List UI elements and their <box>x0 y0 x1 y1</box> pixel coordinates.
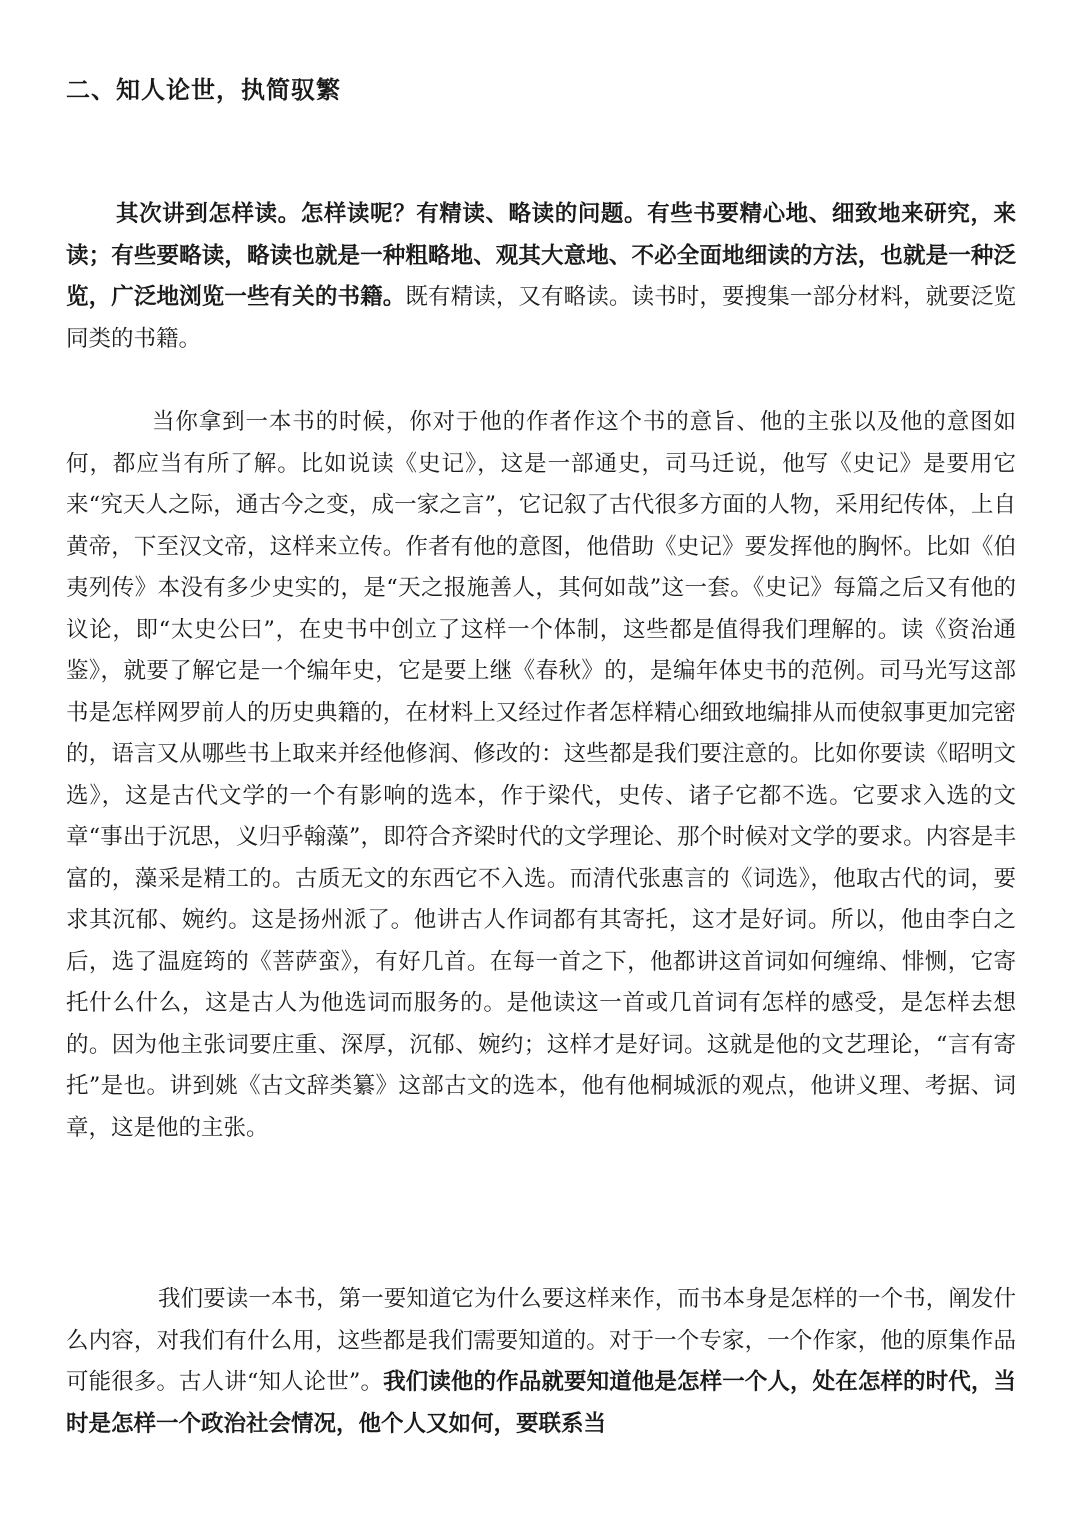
paragraph-reading-methods <box>66 194 1016 360</box>
section-heading: 二、知人论世，执简驭繁 <box>66 75 341 104</box>
paragraph-text: 我们要读一本书，第一要知道它为什么要这样来作，而书本身是怎样的一个书，阐发什么内容，对我们有什么用，这些都是我们需要知道的。对于一个专家，一个作家，他的原集作品可能很多。古人讲“知人论世”。 <box>66 1286 1016 1395</box>
paragraph-text: 既有精读，又有略读。读书时，要搜集一部分材料，就要泛览同类的书籍。 <box>66 284 1016 352</box>
paragraph-understanding-author <box>66 402 1016 1149</box>
paragraph-text: 当你拿到一本书的时候，你对于他的作者作这个书的意旨、他的主张以及他的意图如何，都应当有所了解。比如说读《史记》，这是一部通史，司马迁说，他写《史记》是要用它来“究天人之际，通古今之变，成一家之言”，它记叙了古代很多方面的人物，采用纪传体，上自黄帝，下至汉文帝，这样来立传。作者有他的意图，他借助《史记》要发挥他的胸怀。比如《伯夷列传》本没有多少史实的，是“天之报施善人，其何如哉”这一套。《史记》每篇之后又有他的议论，即“太史公曰”，在史书中创立了这样一个体制，这些都是值得我们理解的。读《资治通鉴》，就要了解它是一个编年史，它是要上继《春秋》的，是编年体史书的范例。司马光写这部书是怎样网罗前人的历史典籍的，在材料上又经过作者怎样精心细致地编排从而使叙事更加完密的，语言又从哪些书上取来并经他修润、修改的：这些都是我们要注意的。比如你要读《昭明文选》，这是古代文学的一个有影响的选本，作于梁代，史传、诸子它都不选。它要求入选的文章“事出于沉思，义归乎翰藻”，即符合齐梁时代的文学理论、那个时候对文学的要求。内容是丰富的，藻采是精工的。古质无文的东西它不入选。而清代张惠言的《词选》，他取古代的词，要求其沉郁、婉约。这是扬州派了。他讲古人作词都有其寄托，这才是好词。所以，他由李白之后，选了温庭筠的《菩萨蛮》，有好几首。在每一首之下，他都讲这首词如何缠绵、悱恻，它寄托什么什么，这是古人为他选词而服务的。是他读这一首或几首词有怎样的感受，是怎样去想的。因为他主张词要庄重、深厚，沉郁、婉约；这样才是好词。这就是他的文艺理论，“言有寄托”是也。讲到姚《古文辞类纂》这部古文的选本，他有他桐城派的观点，他讲义理、考据、词章，这是他的主张。 <box>66 409 1016 1141</box>
paragraph-bold-text: 我们读他的作品就要知道他是怎样一个人，处在怎样的时代，当时是怎样一个政治社会情况，他个人又如何，要联系当 <box>66 1369 1016 1437</box>
paragraph-know-person-discuss-era <box>66 1279 1016 1445</box>
paragraph-bold-text: 其次讲到怎样读。怎样读呢？有精读、略读的问题。有些书要精心地、细致地来研究，来读；有些要略读，略读也就是一种粗略地、观其大意地、不必全面地细读的方法，也就是一种泛览，广泛地浏览一些有关的书籍。 <box>66 201 1016 310</box>
